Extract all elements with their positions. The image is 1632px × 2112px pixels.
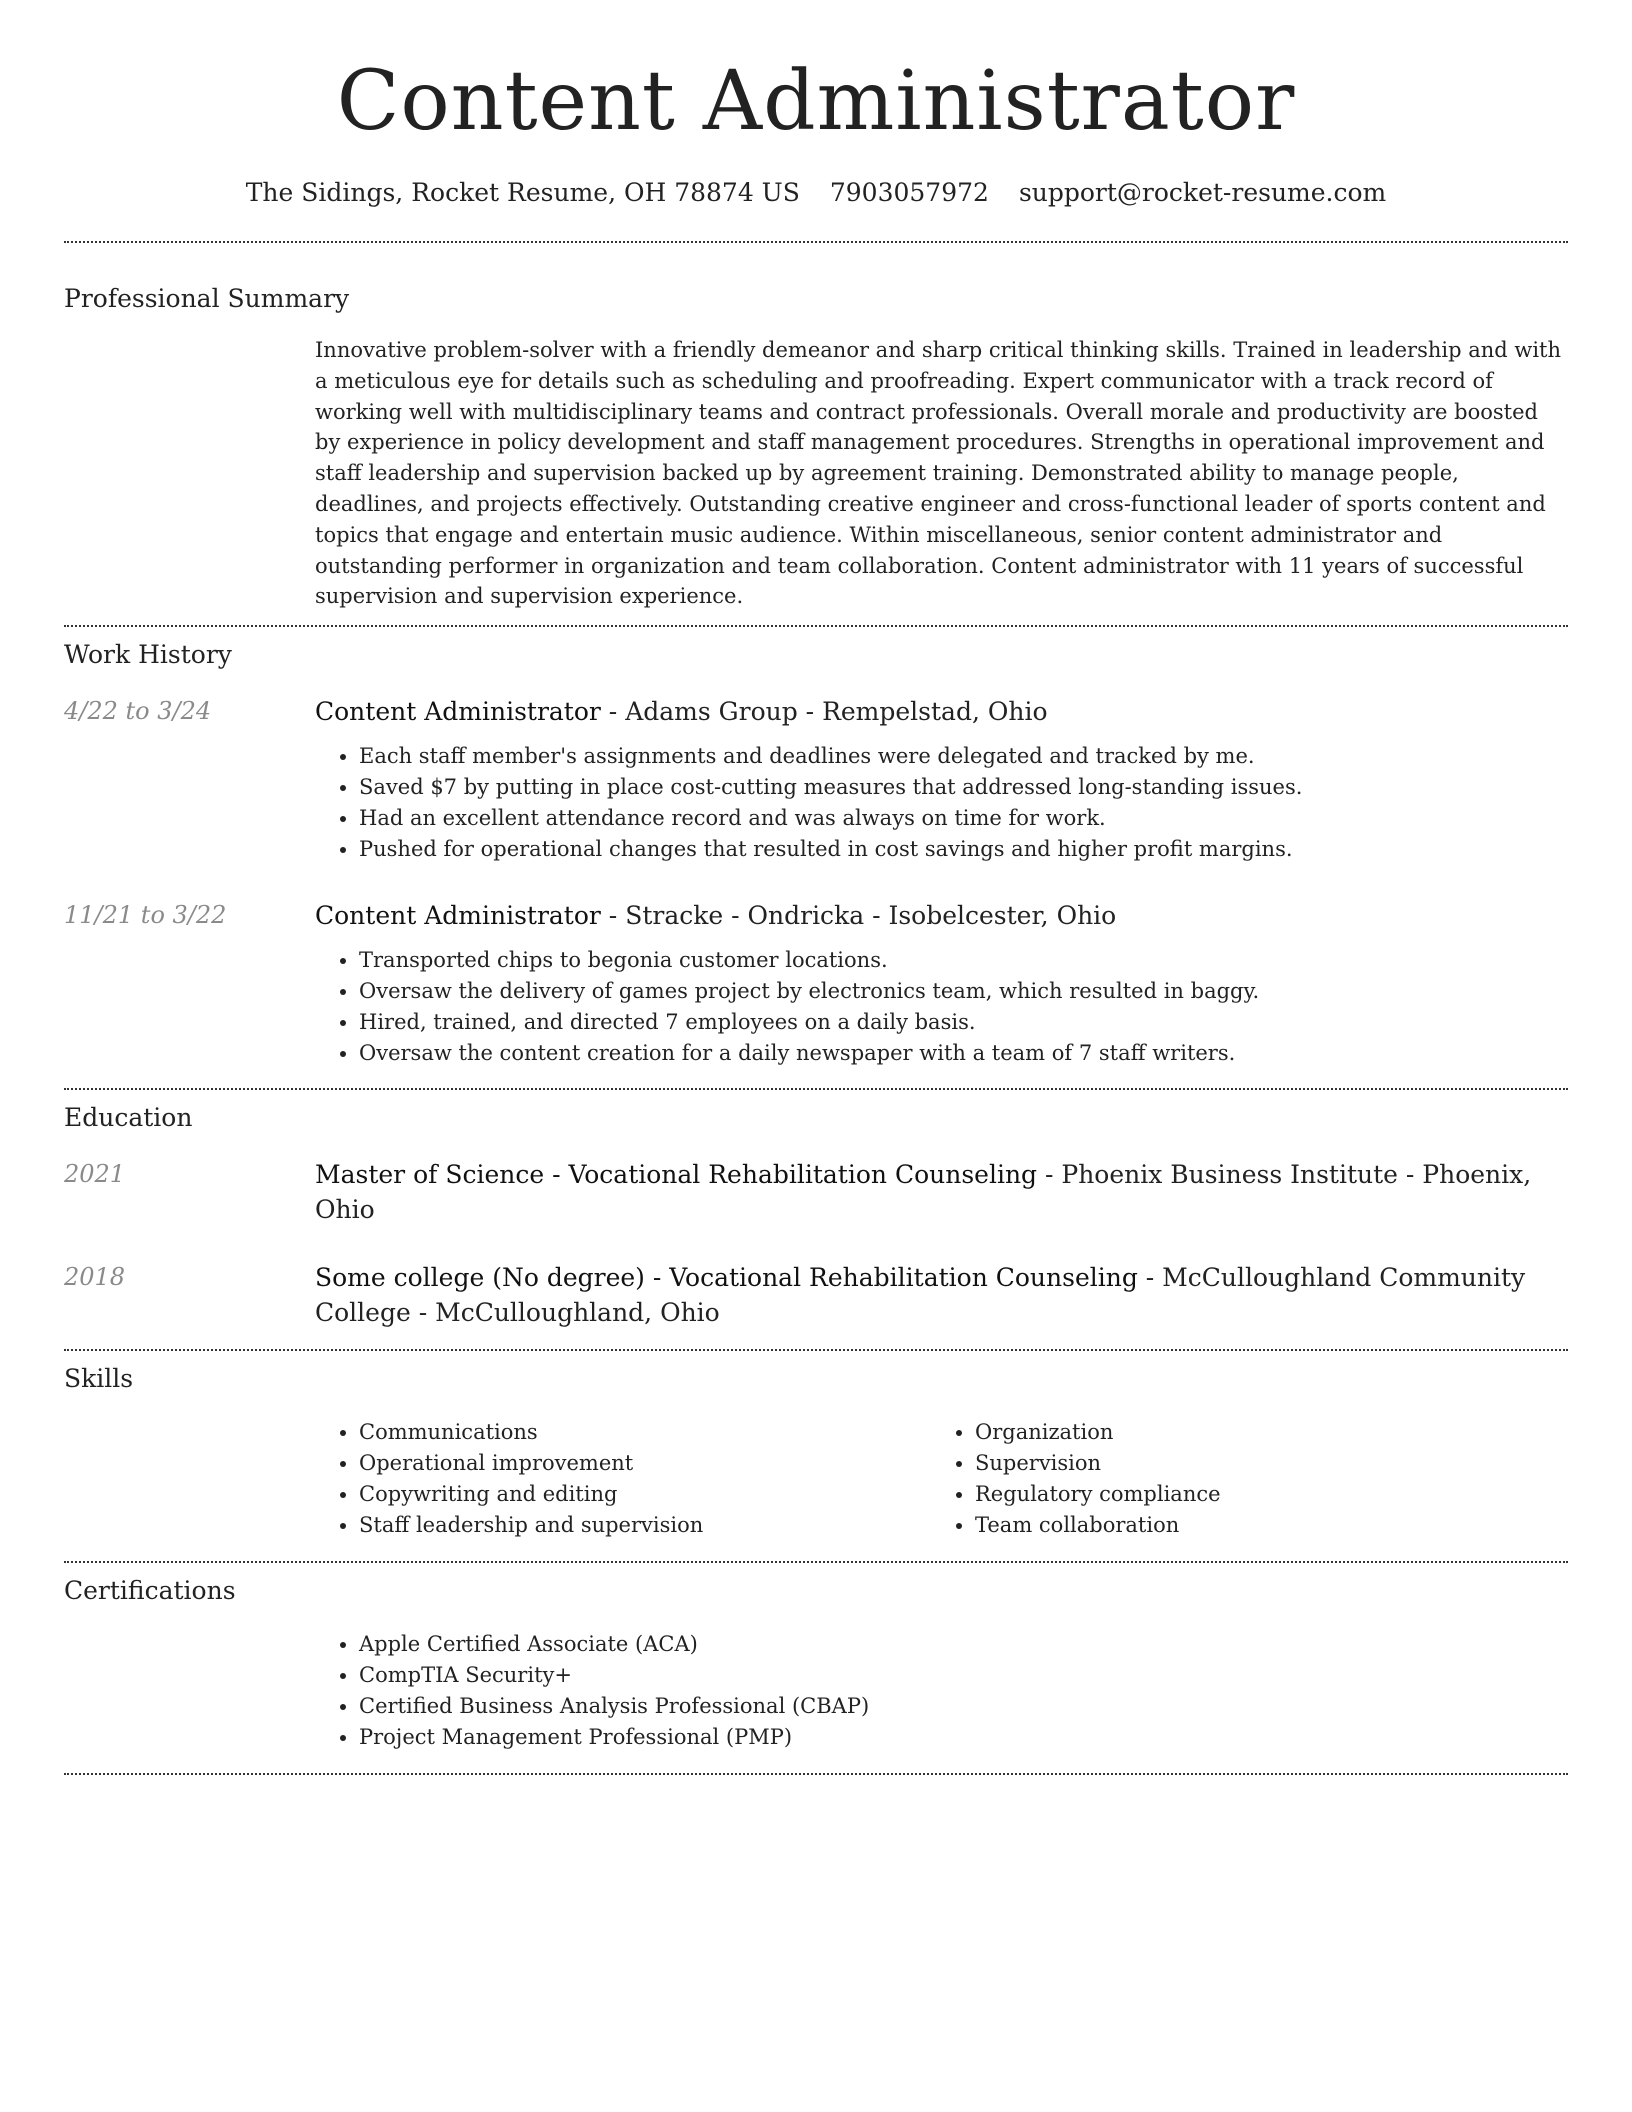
list-item: • Apple Certified Associate (ACA) [359,1629,1568,1660]
contact-phone: 7903057972 [829,178,989,207]
job-bullets [315,741,1568,865]
job-entry [64,898,1568,1069]
contact-address: The Sidings, Rocket Resume, OH 78874 US [245,178,800,207]
education-details: - McCulloughland Community College - McCulloughland, Ohio [315,1263,1526,1328]
certifications-heading: Certifications [64,1576,236,1606]
list-item: • Had an excellent attendance record and was always on time for work. [359,803,1568,834]
section-divider [64,1773,1568,1775]
list-item: • Copywriting and editing [359,1479,931,1510]
list-item: • Pushed for operational changes that resulted in cost savings and higher profit margins. [359,834,1568,865]
job-position: Content Administrator [315,697,601,727]
list-item: • Oversaw the delivery of games project by electronics team, which resulted in baggy. [359,976,1568,1007]
list-item: • CompTIA Security+ [359,1660,1568,1691]
education-heading: Education [64,1103,193,1133]
list-item: • Oversaw the content creation for a daily newspaper with a team of 7 staff writers. [359,1038,1568,1069]
list-item: • Each staff member's assignments and deadlines were delegated and tracked by me. [359,741,1568,772]
list-item: • Transported chips to begonia customer locations. [359,945,1568,976]
contact-info [64,176,1568,210]
skills-column-right [931,1417,1547,1541]
job-details: - Stracke - Ondricka - Isobelcester, Ohio [600,901,1117,931]
job-entry [64,694,1568,865]
work-history-heading: Work History [64,640,232,670]
job-heading [315,694,1568,729]
list-item: • Organization [975,1417,1547,1448]
contact-email: support@rocket-resume.com [1018,178,1387,207]
section-divider [64,1088,1568,1090]
list-item: • Regulatory compliance [975,1479,1547,1510]
education-year: 2021 [64,1160,126,1189]
certifications-list [315,1629,1568,1753]
section-divider [64,241,1568,243]
job-details: - Adams Group - Rempelstad, Ohio [600,697,1048,727]
job-heading [315,898,1568,933]
list-item: • Hired, trained, and directed 7 employees on a daily basis. [359,1007,1568,1038]
summary-text: Innovative problem-solver with a friendly demeanor and sharp critical thinking skills. Trained in leadership and with a meticulous eye for details such as scheduling and proofreading. Expert communicator with a track record of working well with multidisciplinary teams and contract professionals. Overall morale and productivity are boosted by experience in policy development and staff management procedures. Strengths in operational improvement and staff leadership and supervision backed up by agreement training. Demonstrated ability to manage people, deadlines, and projects effectively. Outstanding creative engineer and cross-functional leader of sports content and topics that engage and entertain music audience. Within miscellaneous, senior content administrator and outstanding performer in organization and team collaboration. Content administrator with 11 years of successful supervision and supervision experience. [315,338,1562,609]
candidate-name: Content Administrator [336,54,1296,149]
summary-heading: Professional Summary [64,284,350,313]
education-year: 2018 [64,1263,126,1292]
section-divider [64,1349,1568,1351]
skills-heading: Skills [64,1364,134,1394]
list-item: • Supervision [975,1448,1547,1479]
job-dates: 4/22 to 3/24 [64,697,212,726]
list-item: • Operational improvement [359,1448,931,1479]
list-item: • Certified Business Analysis Professional (CBAP) [359,1691,1568,1722]
skills-column-left [315,1417,931,1541]
section-divider [64,625,1568,627]
education-degree: Some college (No degree) - Vocational Rehabilitation Counseling [315,1263,1138,1293]
education-details: - Phoenix Business Institute - Phoenix, Ohio [315,1160,1532,1225]
job-dates: 11/21 to 3/22 [64,901,227,930]
resume-page [64,0,1568,1775]
job-bullets [315,945,1568,1069]
section-divider [64,1561,1568,1563]
education-entry [64,1157,1568,1227]
list-item: • Saved $7 by putting in place cost-cutting measures that addressed long-standing issues. [359,772,1568,803]
education-degree: Master of Science - Vocational Rehabilitation Counseling [315,1160,1038,1190]
education-heading-line [315,1260,1568,1330]
job-position: Content Administrator [315,901,601,931]
list-item: • Communications [359,1417,931,1448]
list-item: • Staff leadership and supervision [359,1510,931,1541]
education-heading-line [315,1157,1568,1227]
education-entry [64,1260,1568,1330]
list-item: • Team collaboration [975,1510,1547,1541]
skills-list [315,1417,1568,1541]
list-item: • Project Management Professional (PMP) [359,1722,1568,1753]
